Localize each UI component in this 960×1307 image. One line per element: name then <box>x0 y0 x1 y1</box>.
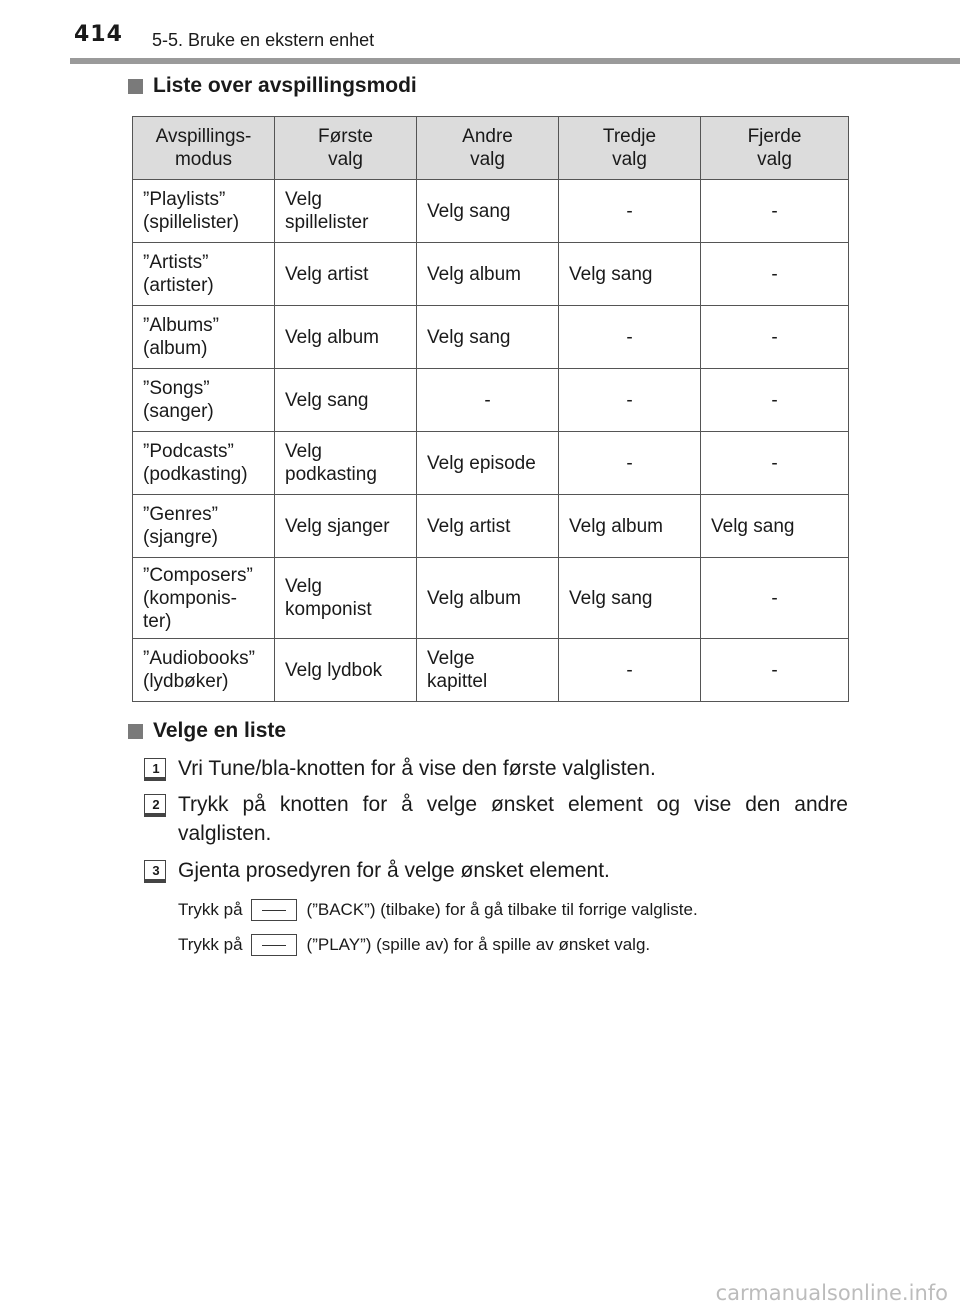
table-cell: - <box>701 243 849 306</box>
table-header-cell: Første valg <box>275 117 417 180</box>
square-bullet-icon <box>128 79 143 94</box>
table-cell: Velg album <box>559 495 701 558</box>
table-cell: Velg album <box>417 243 559 306</box>
table-cell: Velg episode <box>417 432 559 495</box>
note-prefix: Trykk på <box>178 900 243 919</box>
step-text: Vri Tune/bla-knotten for å vise den første valglisten. <box>178 757 656 780</box>
table-row <box>133 432 849 495</box>
table-header-cell: Tredje valg <box>559 117 701 180</box>
playback-modes-table <box>132 116 849 702</box>
table-header-cell: Fjerde valg <box>701 117 849 180</box>
table-cell: - <box>559 369 701 432</box>
table-header-row <box>133 117 849 180</box>
table-cell: ”Composers” (komponis- ter) <box>133 558 275 639</box>
section-title-modes <box>128 74 417 98</box>
section-title-text: Velge en liste <box>153 719 287 742</box>
table-row <box>133 180 849 243</box>
table-cell: - <box>701 639 849 702</box>
table-cell: - <box>417 369 559 432</box>
table-cell: Velg artist <box>275 243 417 306</box>
section-title-select-list <box>128 719 286 743</box>
watermark: carmanualsonline.info <box>715 1281 948 1305</box>
table-cell: Velg komponist <box>275 558 417 639</box>
table-row <box>133 558 849 639</box>
step-item <box>144 790 848 848</box>
table-cell: ”Genres” (sjangre) <box>133 495 275 558</box>
table-cell: Velg sang <box>417 306 559 369</box>
page-number: 414 <box>74 22 123 47</box>
table-cell: - <box>559 639 701 702</box>
step-item <box>144 856 848 885</box>
section-title-text: Liste over avspillingsmodi <box>153 74 417 97</box>
table-cell: Velg album <box>417 558 559 639</box>
table-cell: Velg spillelister <box>275 180 417 243</box>
play-button-icon <box>251 934 297 956</box>
square-bullet-icon <box>128 724 143 739</box>
table-cell: ”Albums” (album) <box>133 306 275 369</box>
note-suffix: (”PLAY”) (spille av) for å spille av ønsket valg. <box>306 935 651 954</box>
table-cell: Velg sang <box>701 495 849 558</box>
table-cell: Velg sjanger <box>275 495 417 558</box>
step-number-badge: 3 <box>144 860 166 880</box>
table-cell: Velg sang <box>559 558 701 639</box>
table-header-cell: Avspillings- modus <box>133 117 275 180</box>
step-number-badge: 1 <box>144 758 166 778</box>
table-cell: ”Playlists” (spillelister) <box>133 180 275 243</box>
table-cell: - <box>701 432 849 495</box>
note-back <box>178 899 698 921</box>
table-cell: Velg album <box>275 306 417 369</box>
table-cell: - <box>701 306 849 369</box>
table-cell: Velg artist <box>417 495 559 558</box>
section-heading: 5-5. Bruke en ekstern enhet <box>152 30 375 50</box>
table-cell: - <box>701 180 849 243</box>
table-row <box>133 306 849 369</box>
table-cell: - <box>559 432 701 495</box>
table-cell: Velge kapittel <box>417 639 559 702</box>
table-cell: Velg podkasting <box>275 432 417 495</box>
table-cell: - <box>559 306 701 369</box>
note-play <box>178 934 650 956</box>
table-header-cell: Andre valg <box>417 117 559 180</box>
table-row <box>133 243 849 306</box>
note-suffix: (”BACK”) (tilbake) for å gå tilbake til forrige valgliste. <box>306 900 698 919</box>
table-row <box>133 495 849 558</box>
step-number-badge: 2 <box>144 794 166 814</box>
table-row <box>133 369 849 432</box>
table-cell: - <box>701 369 849 432</box>
table-cell: ”Podcasts” (podkasting) <box>133 432 275 495</box>
table-cell: ”Audiobooks” (lydbøker) <box>133 639 275 702</box>
table-cell: ”Songs” (sanger) <box>133 369 275 432</box>
table-cell: - <box>701 558 849 639</box>
table-cell: Velg sang <box>275 369 417 432</box>
table-cell: Velg lydbok <box>275 639 417 702</box>
table-cell: ”Artists” (artister) <box>133 243 275 306</box>
step-text: Trykk på knotten for å velge ønsket element og vise den andre valglisten. <box>178 793 848 845</box>
step-text: Gjenta prosedyren for å velge ønsket element. <box>178 859 610 882</box>
table-cell: Velg sang <box>417 180 559 243</box>
table-cell: - <box>559 180 701 243</box>
table-cell: Velg sang <box>559 243 701 306</box>
back-button-icon <box>251 899 297 921</box>
step-item <box>144 754 848 783</box>
table-row <box>133 639 849 702</box>
note-prefix: Trykk på <box>178 935 243 954</box>
header-divider <box>70 58 960 64</box>
